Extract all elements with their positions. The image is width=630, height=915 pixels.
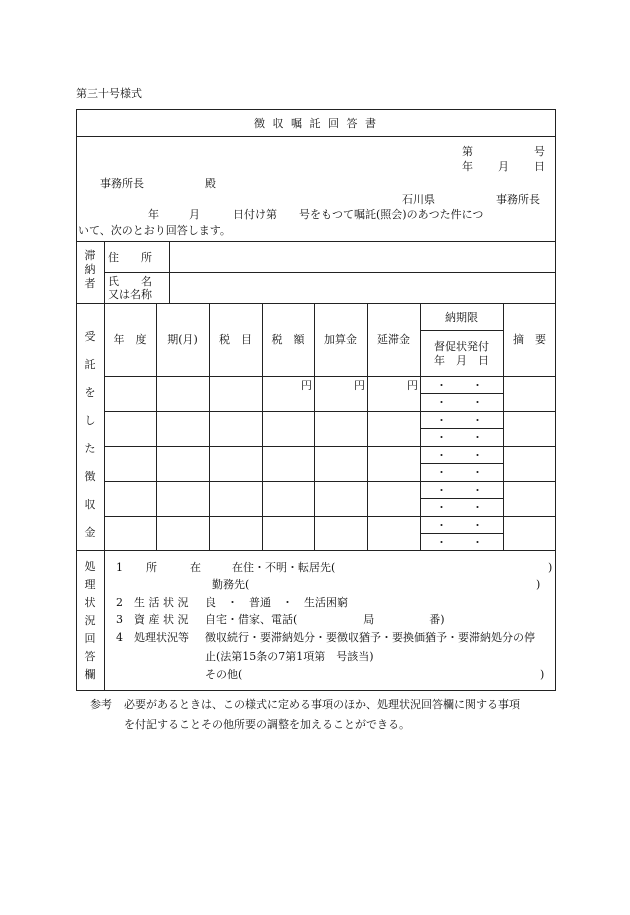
body-year: 年 — [148, 208, 159, 221]
status-item2-value: 良 ・ 普通 ・ 生活困窮 — [205, 596, 348, 609]
delinquent-divider — [76, 303, 556, 304]
note-label: 参考 — [90, 698, 112, 711]
status-item3-label: 資 産 状 況 — [134, 613, 189, 626]
address-divider — [104, 272, 556, 273]
doc-number-prefix: 第 — [462, 145, 473, 158]
status-item2-number: 2 — [116, 596, 123, 609]
date-dot: ・ — [472, 431, 483, 444]
yen-delinquency: 円 — [407, 379, 418, 392]
date-month: 月 — [498, 160, 509, 173]
header-surcharge: 加算金 — [324, 333, 357, 346]
status-item1-label: 所 在 — [146, 561, 201, 574]
date-dot: ・ — [436, 466, 447, 479]
row-divider — [104, 446, 556, 447]
form-number: 第三十号様式 — [76, 87, 142, 100]
status-item1-close: ) — [548, 561, 553, 574]
date-dot: ・ — [436, 414, 447, 427]
date-dot: ・ — [436, 396, 447, 409]
date-dot: ・ — [436, 519, 447, 532]
header-period: 期(月) — [167, 333, 198, 346]
sender-prefecture: 石川県 — [402, 193, 435, 206]
date-subrow-divider — [420, 428, 503, 429]
status-label-divider — [104, 550, 105, 691]
header-tax-item: 税 目 — [219, 333, 252, 346]
row-divider — [104, 516, 556, 517]
date-dot: ・ — [436, 379, 447, 392]
date-dot: ・ — [472, 484, 483, 497]
header-notice-date-2: 年 月 日 — [434, 354, 489, 367]
date-dot: ・ — [472, 449, 483, 462]
date-dot: ・ — [436, 449, 447, 462]
header-summary: 摘 要 — [513, 333, 546, 346]
status-item4-other-close: ) — [540, 668, 545, 681]
status-item4-label: 処理状況等 — [134, 631, 189, 644]
note-line1: 必要があるときは、この様式に定める事項のほか、処理状況回答欄に関する事項 — [124, 698, 520, 711]
status-item4-other: その他( — [205, 668, 243, 681]
delinquent-label: 滞 納 者 — [84, 249, 96, 290]
status-item1-value: 在住・不明・転居先( — [232, 561, 336, 574]
doc-number-suffix: 号 — [534, 145, 545, 158]
sender-office: 事務所長 — [496, 193, 540, 206]
status-item4-number: 4 — [116, 631, 123, 644]
date-dot: ・ — [472, 379, 483, 392]
name-label-1: 氏 名 — [108, 275, 152, 288]
yen-tax-amount: 円 — [301, 379, 312, 392]
addressee-honorific: 殿 — [205, 177, 216, 190]
header-year: 年 度 — [113, 333, 147, 346]
date-dot: ・ — [436, 484, 447, 497]
name-label-2: 又は名称 — [108, 288, 152, 301]
date-subrow-divider — [420, 393, 503, 394]
body-line2: いて、次のとおり回答します。 — [78, 224, 231, 237]
date-dot: ・ — [472, 466, 483, 479]
status-item2-label: 生 活 状 況 — [134, 596, 189, 609]
status-item1-number: 1 — [116, 561, 123, 574]
header-notice-date-1: 督促状発付 — [434, 340, 489, 353]
collection-label: 受 託 を し た 徴 収 金 — [84, 330, 96, 539]
row-divider — [104, 411, 556, 412]
header-deadline: 納期限 — [445, 311, 478, 324]
date-year: 年 — [462, 160, 473, 173]
form-title: 徴 収 嘱 託 回 答 書 — [254, 117, 378, 130]
row-divider — [104, 481, 556, 482]
date-dot: ・ — [436, 431, 447, 444]
header-delinquency-charge: 延滞金 — [377, 333, 410, 346]
collection-divider — [76, 550, 556, 551]
status-item3-value: 自宅・借家、電話( 局 番) — [205, 613, 445, 626]
date-dot: ・ — [436, 501, 447, 514]
date-dot: ・ — [472, 414, 483, 427]
status-item4-value-2: 止(法第15条の7第1項第 号該当) — [205, 650, 374, 663]
date-dot: ・ — [472, 396, 483, 409]
status-item1-workplace-close: ) — [536, 578, 541, 591]
date-dot: ・ — [472, 501, 483, 514]
header-tax-amount: 税 額 — [271, 333, 305, 346]
date-subrow-divider — [420, 533, 503, 534]
note-line2: を付記することその他所要の調整を加えることができる。 — [124, 718, 410, 731]
header-divider — [76, 241, 556, 242]
date-subrow-divider — [420, 463, 503, 464]
date-day: 日 — [534, 160, 545, 173]
date-dot: ・ — [436, 536, 447, 549]
status-item3-number: 3 — [116, 613, 123, 626]
date-dot: ・ — [472, 519, 483, 532]
status-item4-value-1: 徴収続行・要滞納処分・要徴収猶予・要換価猶予・要滞納処分の停 — [205, 631, 535, 644]
status-item1-workplace: 勤務先( — [212, 578, 250, 591]
addressee-office: 事務所長 — [100, 177, 144, 190]
status-label: 処 理 状 況 回 答 欄 — [84, 560, 96, 681]
date-dot: ・ — [472, 536, 483, 549]
deadline-subdivider — [420, 330, 503, 331]
body-month: 月 — [189, 208, 200, 221]
title-divider — [76, 136, 556, 137]
header-row-divider — [104, 376, 556, 377]
yen-surcharge: 円 — [354, 379, 365, 392]
address-label: 住 所 — [108, 251, 152, 264]
body-line1: 日付け第 号をもつて嘱託(照会)のあつた件につ — [233, 208, 484, 221]
date-subrow-divider — [420, 498, 503, 499]
